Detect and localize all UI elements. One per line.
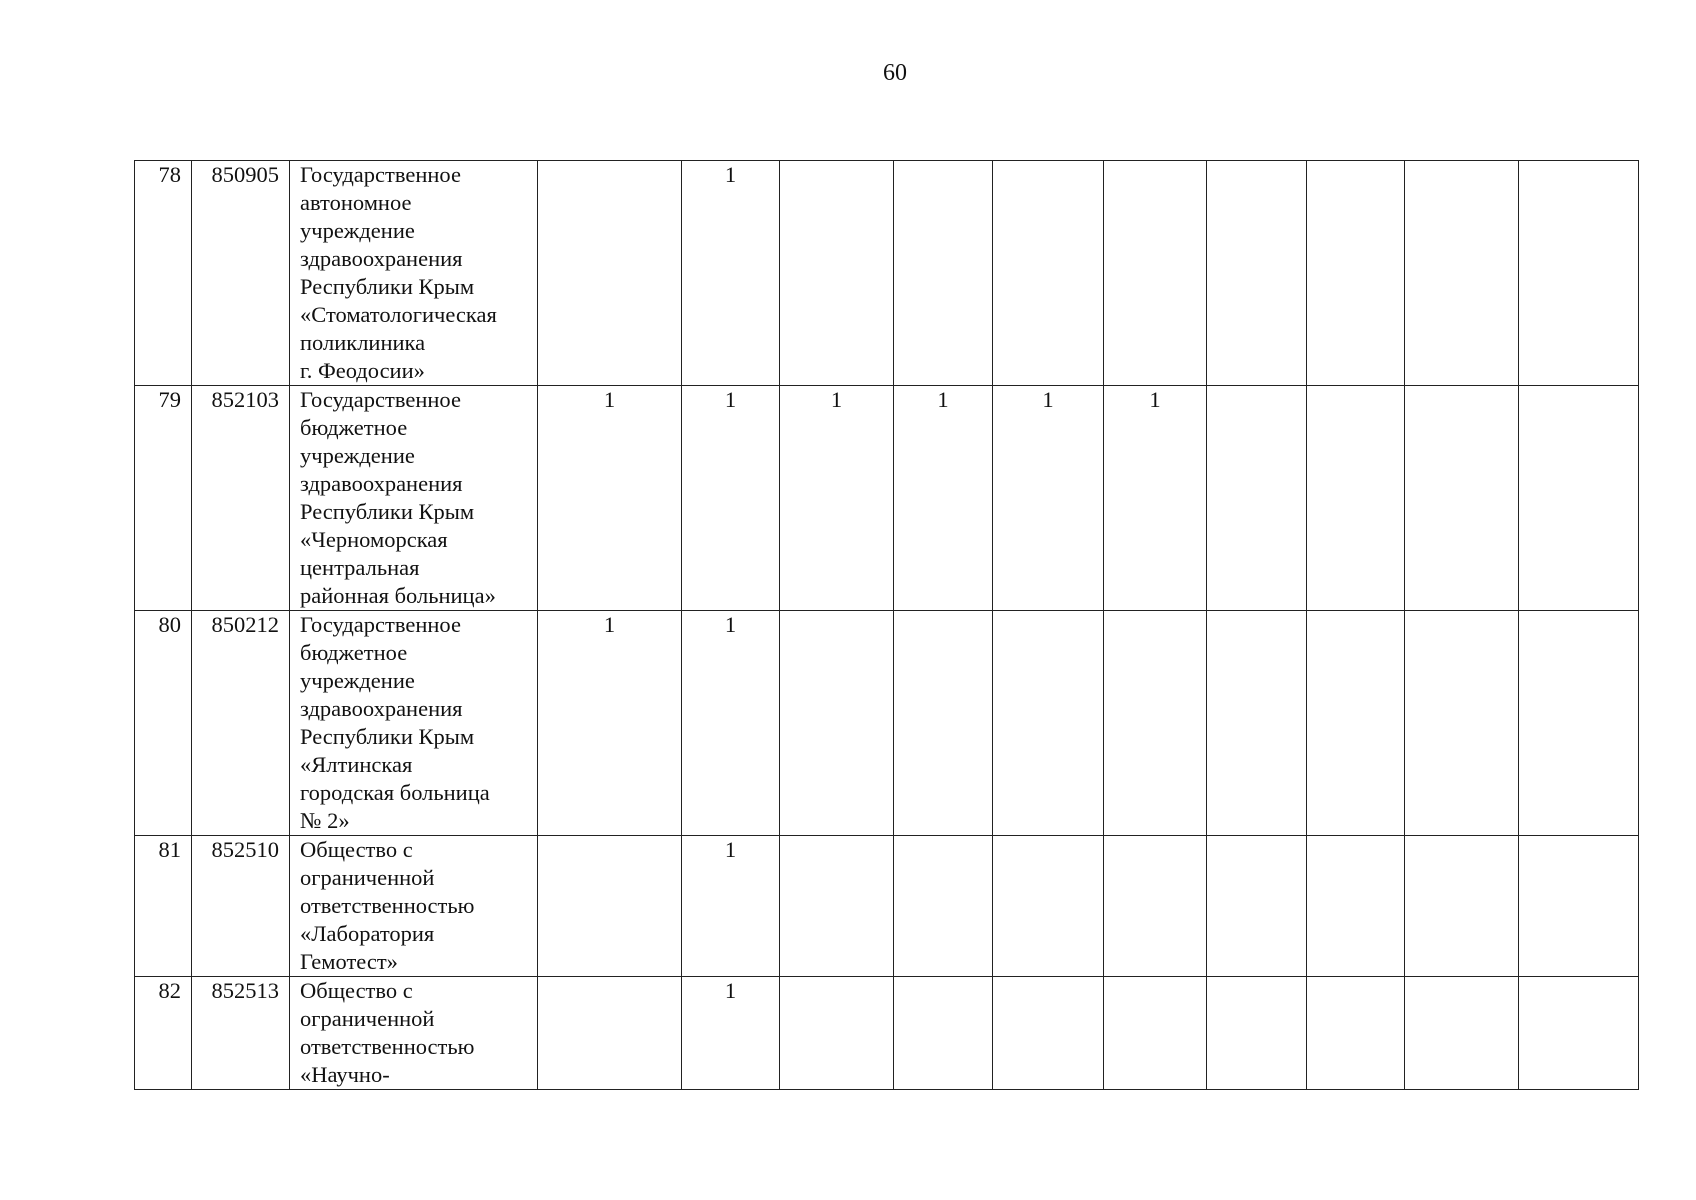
row-value [538,977,682,1090]
table-row [135,977,1639,1090]
row-value [1405,611,1519,836]
row-value: 1 [538,611,682,836]
row-value [1104,836,1207,977]
row-value [1207,977,1307,1090]
row-value: 1 [538,386,682,611]
row-value [993,161,1104,386]
row-value [993,977,1104,1090]
row-organization-name: Общество с ограниченной ответственностью «Научно- [290,977,538,1090]
row-organization-name: Общество с ограниченной ответственностью «Лаборатория Гемотест» [290,836,538,977]
row-value [1519,977,1639,1090]
table-row [135,611,1639,836]
row-number: 79 [135,386,192,611]
row-value [780,836,894,977]
row-value [993,611,1104,836]
row-value [1405,386,1519,611]
row-value [1207,161,1307,386]
row-value [1207,836,1307,977]
row-value: 1 [682,977,780,1090]
row-value [1104,611,1207,836]
row-value [894,611,993,836]
row-value [894,977,993,1090]
row-value [780,161,894,386]
table-row [135,386,1639,611]
row-value [1104,161,1207,386]
row-value [1307,386,1405,611]
row-value: 1 [993,386,1104,611]
row-value [1405,161,1519,386]
row-value [780,977,894,1090]
row-organization-name: Государственное бюджетное учреждение здравоохранения Республики Крым «Черноморская центральная районная больница» [290,386,538,611]
row-code: 850905 [192,161,290,386]
row-value [780,611,894,836]
row-value [538,161,682,386]
row-code: 852510 [192,836,290,977]
row-value [894,836,993,977]
row-value [1104,977,1207,1090]
row-value [1307,836,1405,977]
row-code: 850212 [192,611,290,836]
row-value [1519,611,1639,836]
row-value [1307,977,1405,1090]
row-number: 82 [135,977,192,1090]
row-value [1207,386,1307,611]
row-value [1519,386,1639,611]
data-table [134,160,1639,1090]
row-value [894,161,993,386]
row-value [993,836,1104,977]
row-value [538,836,682,977]
row-code: 852103 [192,386,290,611]
row-number: 80 [135,611,192,836]
row-value [1519,161,1639,386]
row-value: 1 [682,611,780,836]
row-organization-name: Государственное автономное учреждение здравоохранения Республики Крым «Стоматологическая поликлиника г. Феодосии» [290,161,538,386]
row-value: 1 [780,386,894,611]
row-value [1207,611,1307,836]
row-value [1307,161,1405,386]
row-value [1405,836,1519,977]
row-code: 852513 [192,977,290,1090]
row-value: 1 [1104,386,1207,611]
table-row [135,836,1639,977]
row-number: 81 [135,836,192,977]
row-organization-name: Государственное бюджетное учреждение здравоохранения Республики Крым «Ялтинская городская больница № 2» [290,611,538,836]
row-value: 1 [682,836,780,977]
row-value [1405,977,1519,1090]
row-value: 1 [894,386,993,611]
row-value [1519,836,1639,977]
page-number: 60 [883,60,907,86]
row-value: 1 [682,161,780,386]
row-value [1307,611,1405,836]
table-row [135,161,1639,386]
row-number: 78 [135,161,192,386]
row-value: 1 [682,386,780,611]
